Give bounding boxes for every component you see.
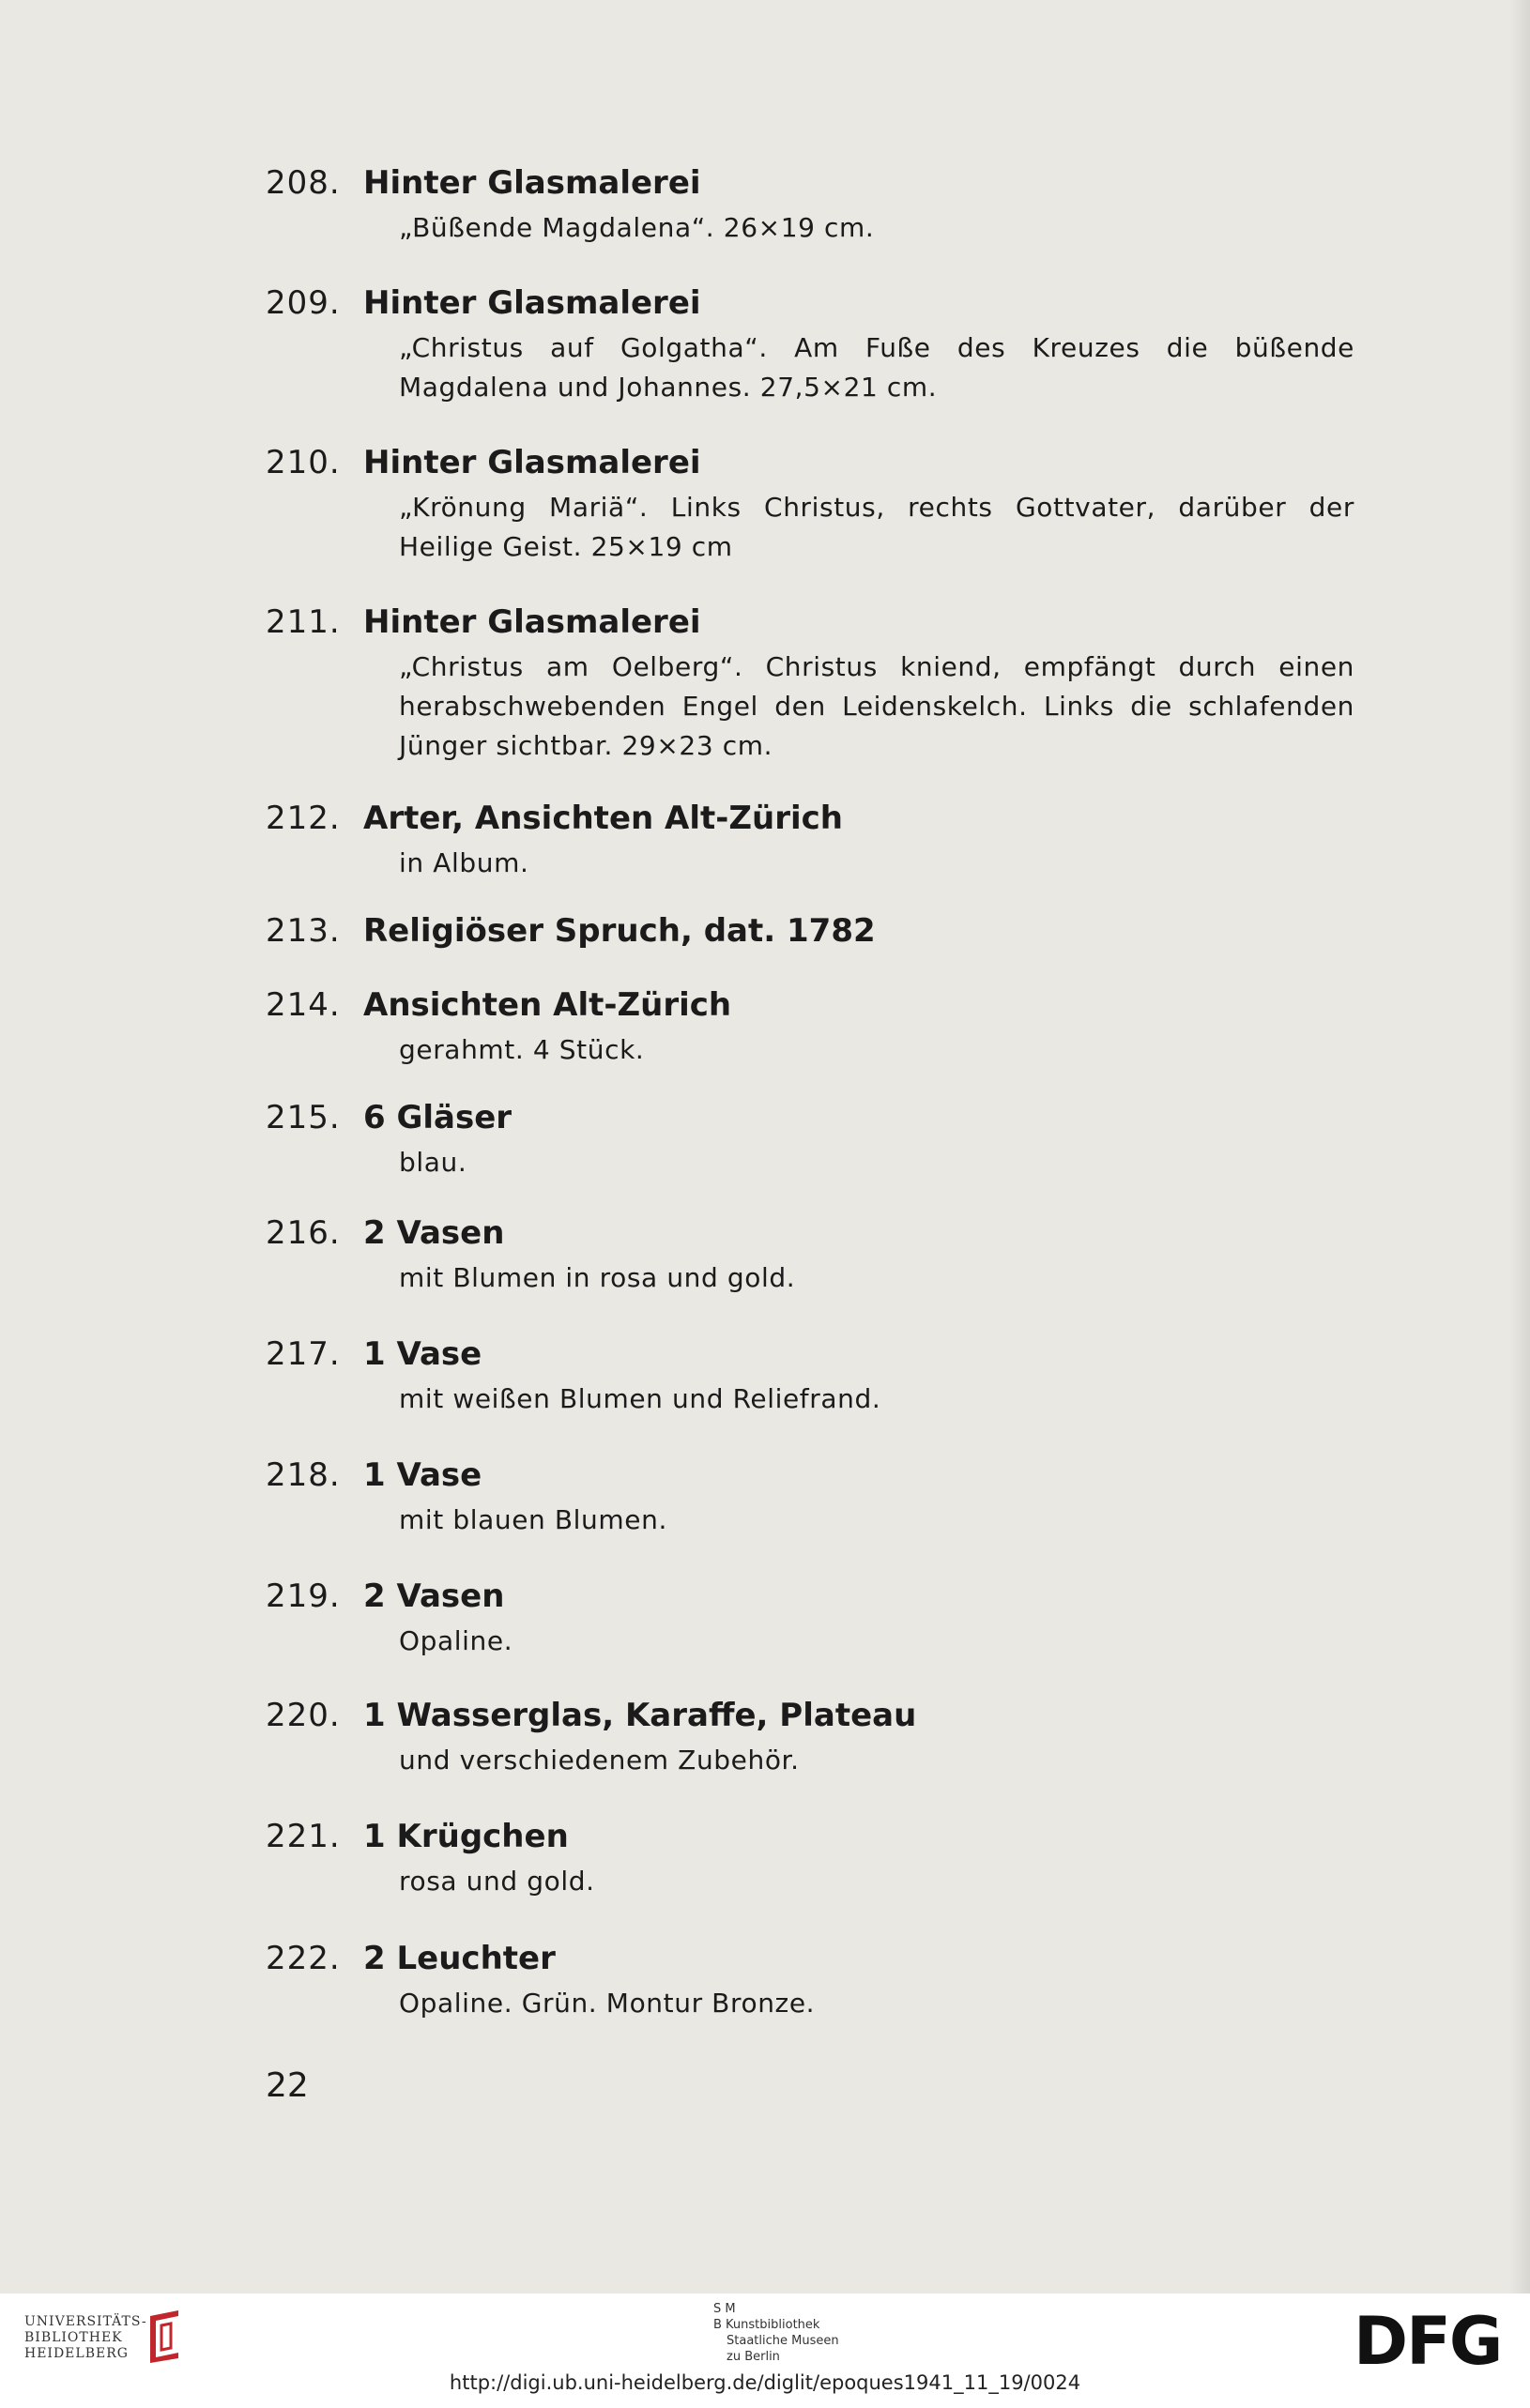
entry-description: „Christus auf Golgatha“. Am Fuße des Kreuzes die büßende Magdalena und Johannes. 27,5×21 cm. <box>399 332 1354 403</box>
entry-214 <box>266 982 1354 1070</box>
entry-212 <box>266 795 1354 883</box>
entry-number: 213. <box>266 912 341 950</box>
entry-221 <box>266 1813 1354 1901</box>
entry-description: mit Blumen in rosa und gold. <box>399 1262 796 1293</box>
entry-description: gerahmt. 4 Stück. <box>399 1034 645 1065</box>
library-name <box>24 2314 147 2362</box>
entry-title: Religiöser Spruch, dat. 1782 <box>363 912 876 950</box>
smb-credit-line: B Kunstbibliothek <box>713 2318 820 2332</box>
entry-description: mit weißen Blumen und Reliefrand. <box>399 1383 881 1414</box>
entry-description: blau. <box>399 1147 467 1178</box>
entry-title: Hinter Glasmalerei <box>363 603 701 641</box>
library-name-line: HEIDELBERG <box>24 2346 129 2361</box>
entry-number: 209. <box>266 284 341 322</box>
entry-title: 1 Vase <box>363 1335 482 1373</box>
smb-credit <box>713 2301 839 2365</box>
entry-title: 2 Vasen <box>363 1214 505 1252</box>
entry-number: 210. <box>266 444 341 481</box>
smb-credit-line: zu Berlin <box>727 2350 780 2364</box>
entry-number: 212. <box>266 800 341 837</box>
entry-title: 2 Vasen <box>363 1577 505 1615</box>
page-edge-shadow <box>1509 0 1530 2294</box>
entry-number: 221. <box>266 1818 341 1855</box>
smb-credit-line: S M <box>713 2302 736 2316</box>
entry-title: Hinter Glasmalerei <box>363 444 701 481</box>
entry-description: in Album. <box>399 847 529 878</box>
library-name-line: UNIVERSITÄTS- <box>24 2314 147 2329</box>
entry-number: 222. <box>266 1940 341 1977</box>
entry-number: 214. <box>266 986 341 1024</box>
entry-title: Hinter Glasmalerei <box>363 164 701 202</box>
entry-number: 217. <box>266 1335 341 1373</box>
dfg-logo: DFG <box>1354 2303 1502 2380</box>
entry-208 <box>266 160 1354 248</box>
entry-216 <box>266 1210 1354 1298</box>
entry-title: Hinter Glasmalerei <box>363 284 701 322</box>
entry-description: „Christus am Oelberg“. Christus kniend, empfängt durch einen herabschwebenden Engel den Leidenskelch. Links die schlafenden Jünger sichtbar. 29×23 cm. <box>399 651 1354 761</box>
entry-number: 211. <box>266 603 341 641</box>
entry-number: 208. <box>266 164 341 202</box>
entry-number: 218. <box>266 1456 341 1494</box>
entry-213 <box>266 907 1354 954</box>
entry-211 <box>266 599 1354 766</box>
entry-title: 6 Gläser <box>363 1099 513 1136</box>
entry-215 <box>266 1094 1354 1182</box>
library-logo-icon <box>141 2309 186 2365</box>
smb-credit-line: Staatliche Museen <box>727 2334 839 2348</box>
library-name-line: BIBLIOTHEK <box>24 2330 123 2345</box>
entry-218 <box>266 1452 1354 1540</box>
page-number: 22 <box>266 2066 309 2105</box>
entry-description: Opaline. <box>399 1625 513 1656</box>
entry-number: 219. <box>266 1577 341 1615</box>
entry-description: rosa und gold. <box>399 1866 595 1897</box>
entry-number: 220. <box>266 1697 341 1734</box>
entry-222 <box>266 1935 1354 2023</box>
entry-217 <box>266 1331 1354 1419</box>
entry-title: Arter, Ansichten Alt-Zürich <box>363 800 844 837</box>
entry-description: Opaline. Grün. Montur Bronze. <box>399 1988 816 2019</box>
entry-description: und verschiedenem Zubehör. <box>399 1745 800 1776</box>
entry-number: 215. <box>266 1099 341 1136</box>
entry-title: 1 Wasserglas, Karaffe, Plateau <box>363 1697 917 1734</box>
entry-219 <box>266 1573 1354 1661</box>
entry-title: Ansichten Alt-Zürich <box>363 986 732 1024</box>
entry-description: „Krönung Mariä“. Links Christus, rechts Gottvater, darüber der Heilige Geist. 25×19 cm <box>399 492 1354 562</box>
entry-description: „Büßende Magdalena“. 26×19 cm. <box>399 212 875 243</box>
entry-209 <box>266 280 1354 407</box>
entry-description: mit blauen Blumen. <box>399 1504 667 1535</box>
entry-210 <box>266 439 1354 567</box>
entry-title: 1 Vase <box>363 1456 482 1494</box>
source-url[interactable]: http://digi.ub.uni-heidelberg.de/diglit/epoques1941_11_19/0024 <box>449 2371 1081 2394</box>
entry-title: 1 Krügchen <box>363 1818 569 1855</box>
entry-number: 216. <box>266 1214 341 1252</box>
entry-title: 2 Leuchter <box>363 1940 556 1977</box>
entry-220 <box>266 1692 1354 1780</box>
